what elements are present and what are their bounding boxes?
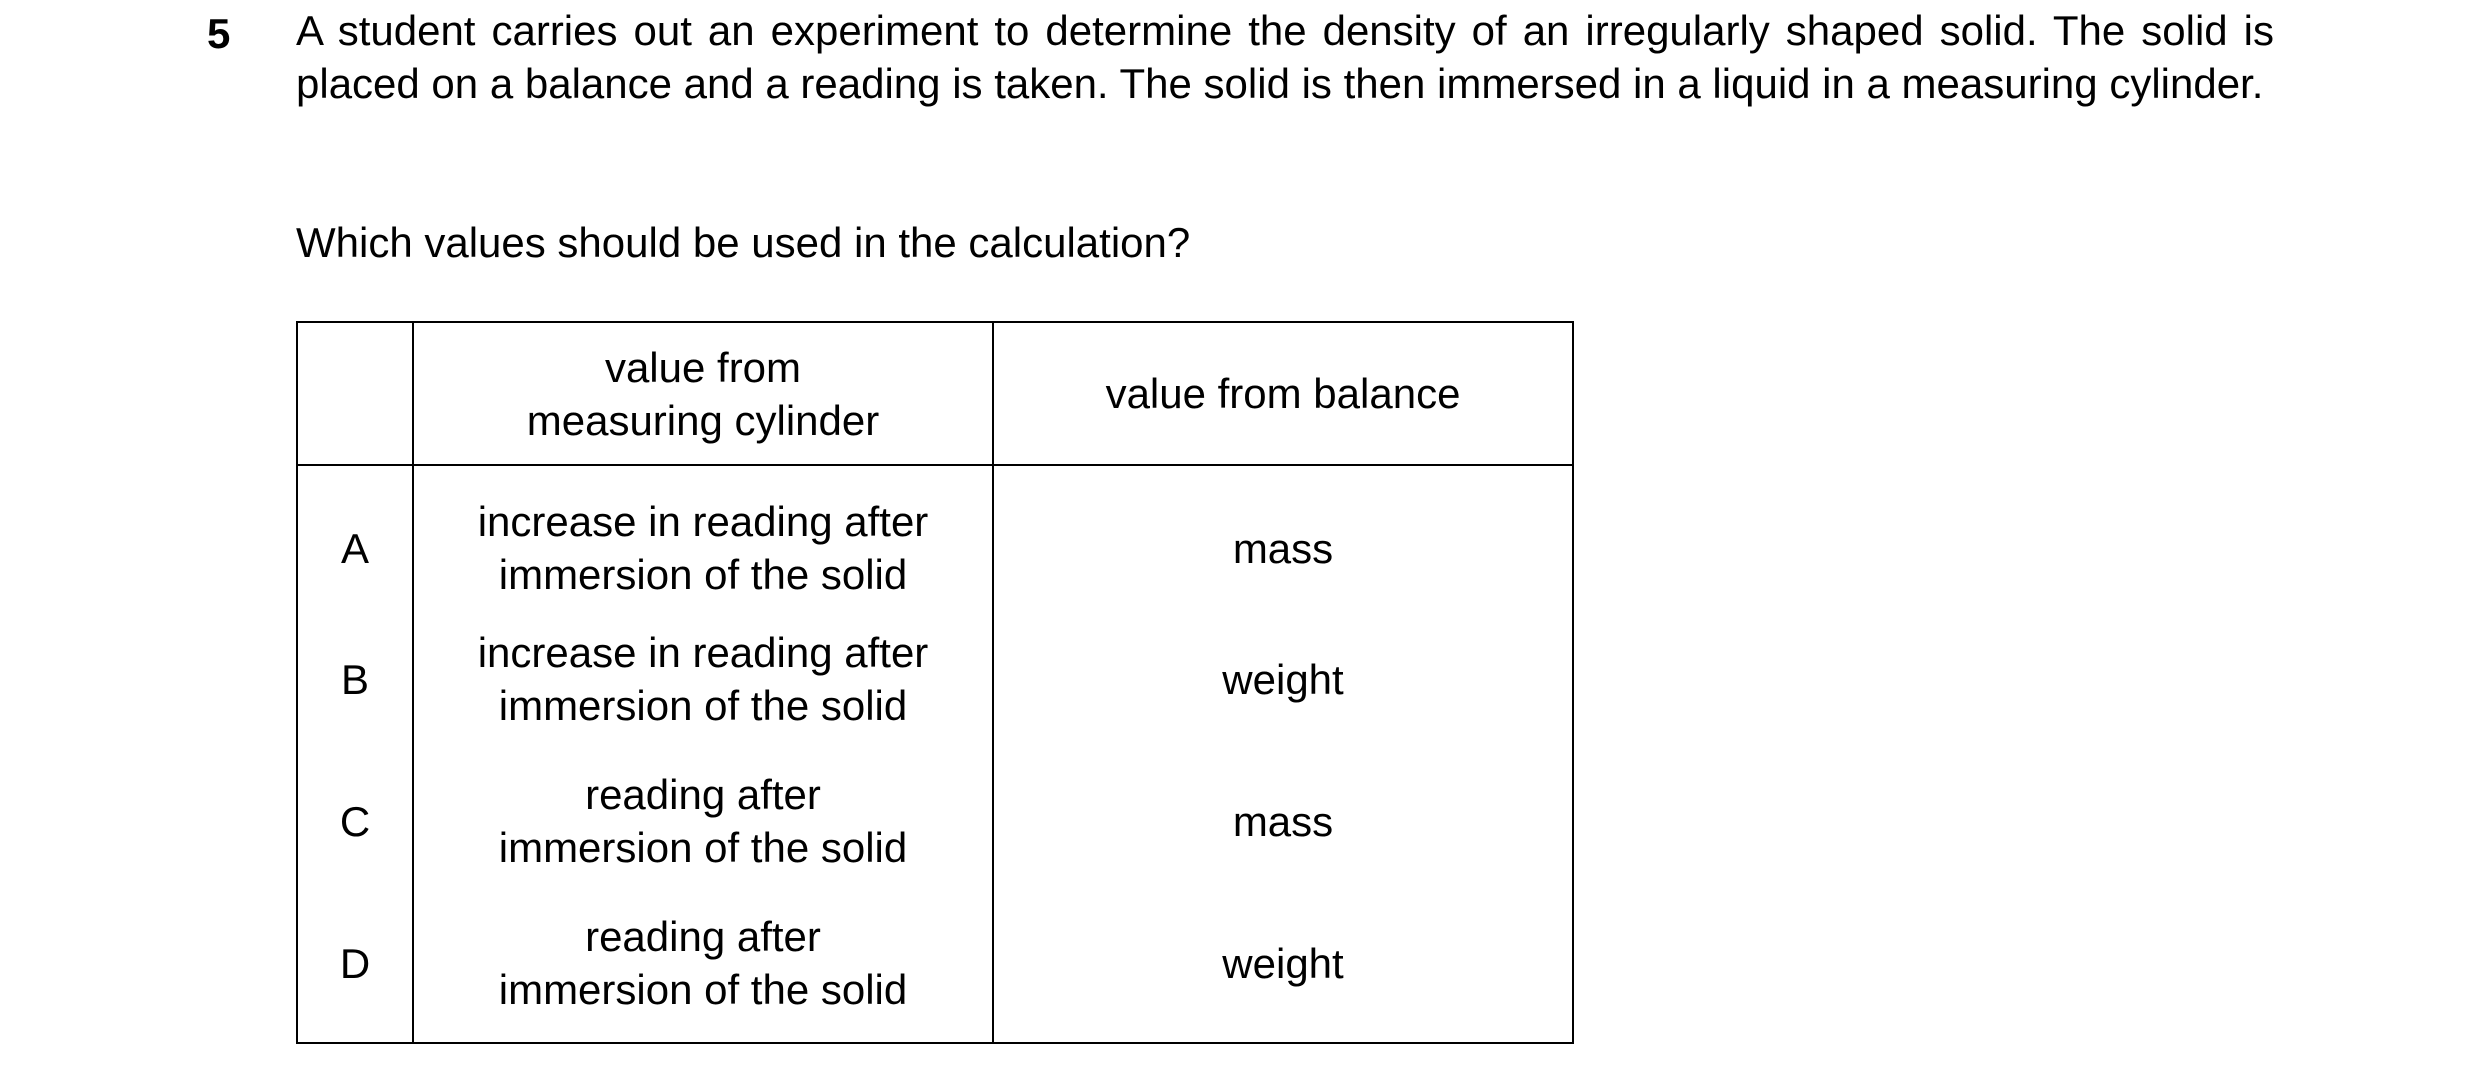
cylinder-value-line2: immersion of the solid	[498, 824, 908, 871]
question-prompt: Which values should be used in the calculation?	[296, 219, 1191, 266]
cylinder-value-line2: immersion of the solid	[498, 682, 908, 729]
cylinder-value-line1: reading after	[585, 913, 821, 960]
answer-options-table	[296, 321, 1574, 1044]
cylinder-value-line1: increase in reading after	[477, 629, 929, 676]
table-header-row	[297, 322, 1573, 465]
cylinder-value-cell	[413, 608, 993, 750]
balance-value-cell: weight	[993, 608, 1573, 750]
balance-value-cell: weight	[993, 892, 1573, 1043]
cylinder-value-line1: increase in reading after	[477, 498, 929, 545]
cylinder-value-cell	[413, 750, 993, 892]
cylinder-value-line2: immersion of the solid	[498, 551, 908, 598]
header-balance: value from balance	[993, 322, 1573, 465]
question-number: 5	[207, 10, 231, 57]
option-letter: C	[297, 750, 413, 892]
header-cylinder-line2: measuring cylinder	[526, 396, 880, 444]
cylinder-value-line1: reading after	[585, 771, 821, 818]
table-row	[297, 750, 1573, 892]
balance-value-cell: mass	[993, 750, 1573, 892]
header-cylinder-line1: value from	[604, 343, 802, 391]
cylinder-value-cell	[413, 892, 993, 1043]
table-row	[297, 608, 1573, 750]
option-letter: B	[297, 608, 413, 750]
balance-value-cell: mass	[993, 465, 1573, 608]
table-row	[297, 892, 1573, 1043]
cylinder-value-cell	[413, 465, 993, 608]
header-blank-cell	[297, 322, 413, 465]
option-letter: A	[297, 465, 413, 608]
question-stem: A student carries out an experiment to determine the density of an irregularly shaped solid. The solid is placed on a balance and a reading is taken. The solid is then immersed in a liquid in a measuring cylinder.	[296, 7, 2274, 107]
cylinder-value-line2: immersion of the solid	[498, 966, 908, 1013]
option-letter: D	[297, 892, 413, 1043]
header-measuring-cylinder	[413, 322, 993, 465]
table-row	[297, 465, 1573, 608]
